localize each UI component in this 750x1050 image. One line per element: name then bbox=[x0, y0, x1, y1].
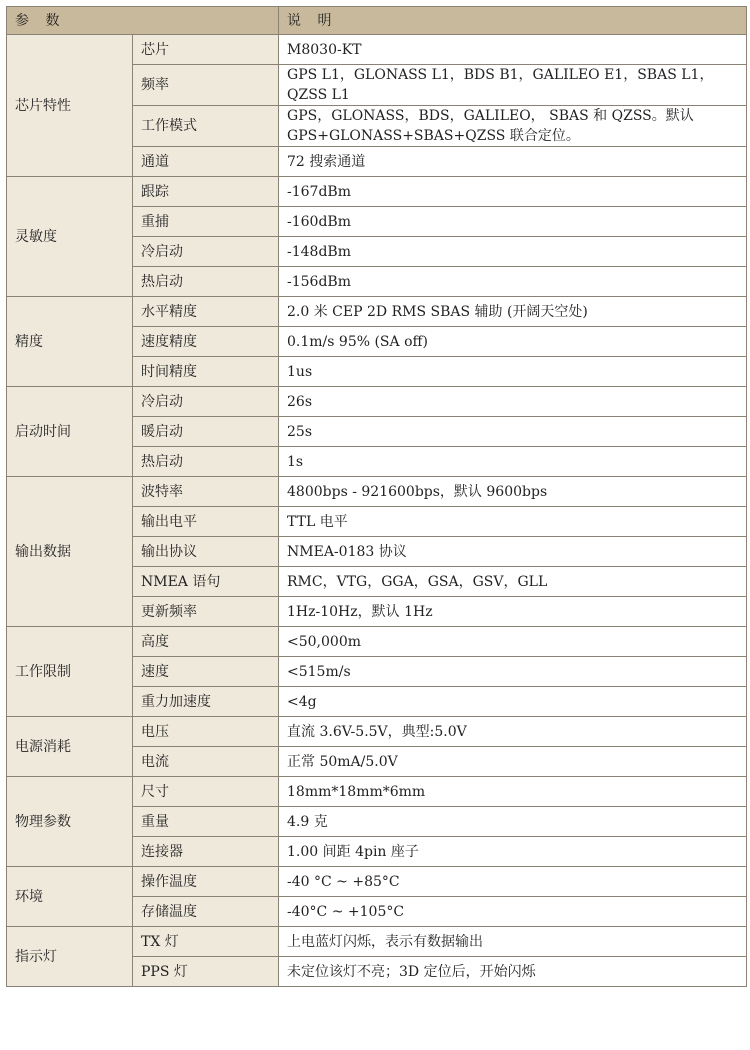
table-row bbox=[7, 177, 747, 207]
group-label: 指示灯 bbox=[7, 927, 133, 987]
param-value: -156dBm bbox=[279, 267, 747, 297]
param-label: 更新频率 bbox=[133, 597, 279, 627]
param-label: 速度精度 bbox=[133, 327, 279, 357]
table-row bbox=[7, 297, 747, 327]
param-value: 1s bbox=[279, 447, 747, 477]
param-label: 输出协议 bbox=[133, 537, 279, 567]
table-row bbox=[7, 627, 747, 657]
param-label: 通道 bbox=[133, 147, 279, 177]
param-label: 电压 bbox=[133, 717, 279, 747]
param-value: 1us bbox=[279, 357, 747, 387]
param-label: 时间精度 bbox=[133, 357, 279, 387]
table-row bbox=[7, 477, 747, 507]
param-label: NMEA 语句 bbox=[133, 567, 279, 597]
param-value: GPS L1，GLONASS L1，BDS B1，GALILEO E1，SBAS L1，QZSS L1 bbox=[279, 65, 747, 106]
param-value: 26s bbox=[279, 387, 747, 417]
param-label: 水平精度 bbox=[133, 297, 279, 327]
group-label: 输出数据 bbox=[7, 477, 133, 627]
param-label: 芯片 bbox=[133, 35, 279, 65]
param-value: -40 °C ~ +85°C bbox=[279, 867, 747, 897]
param-value: RMC，VTG，GGA，GSA，GSV，GLL bbox=[279, 567, 747, 597]
param-label: 冷启动 bbox=[133, 237, 279, 267]
param-value: M8030-KT bbox=[279, 35, 747, 65]
param-value: 4800bps - 921600bps，默认 9600bps bbox=[279, 477, 747, 507]
param-value: 1.00 间距 4pin 座子 bbox=[279, 837, 747, 867]
group-label: 启动时间 bbox=[7, 387, 133, 477]
table-row bbox=[7, 927, 747, 957]
table-row bbox=[7, 867, 747, 897]
param-value: 上电蓝灯闪烁，表示有数据输出 bbox=[279, 927, 747, 957]
param-label: 暖启动 bbox=[133, 417, 279, 447]
group-label: 物理参数 bbox=[7, 777, 133, 867]
param-label: 操作温度 bbox=[133, 867, 279, 897]
param-label: 波特率 bbox=[133, 477, 279, 507]
param-label: 重捕 bbox=[133, 207, 279, 237]
table-row bbox=[7, 387, 747, 417]
param-label: 存储温度 bbox=[133, 897, 279, 927]
param-label: TX 灯 bbox=[133, 927, 279, 957]
param-value: 正常 50mA/5.0V bbox=[279, 747, 747, 777]
group-label: 环境 bbox=[7, 867, 133, 927]
param-value: 0.1m/s 95% (SA off) bbox=[279, 327, 747, 357]
header-row bbox=[7, 7, 747, 35]
param-value: <4g bbox=[279, 687, 747, 717]
group-label: 灵敏度 bbox=[7, 177, 133, 297]
param-value: -148dBm bbox=[279, 237, 747, 267]
param-label: 冷启动 bbox=[133, 387, 279, 417]
param-value: 18mm*18mm*6mm bbox=[279, 777, 747, 807]
param-value: 2.0 米 CEP 2D RMS SBAS 辅助 (开阔天空处) bbox=[279, 297, 747, 327]
param-value: 直流 3.6V-5.5V，典型:5.0V bbox=[279, 717, 747, 747]
param-label: 速度 bbox=[133, 657, 279, 687]
param-value: 4.9 克 bbox=[279, 807, 747, 837]
param-label: 输出电平 bbox=[133, 507, 279, 537]
param-label: PPS 灯 bbox=[133, 957, 279, 987]
param-label: 跟踪 bbox=[133, 177, 279, 207]
param-value: GPS，GLONASS，BDS，GALILEO， SBAS 和 QZSS。默认 GPS+GLONASS+SBAS+QZSS 联合定位。 bbox=[279, 106, 747, 147]
spec-table bbox=[6, 6, 747, 987]
param-label: 热启动 bbox=[133, 267, 279, 297]
param-label: 尺寸 bbox=[133, 777, 279, 807]
group-label: 工作限制 bbox=[7, 627, 133, 717]
param-label: 高度 bbox=[133, 627, 279, 657]
table-header bbox=[7, 7, 747, 35]
param-value: NMEA-0183 协议 bbox=[279, 537, 747, 567]
param-value: -40°C ~ +105°C bbox=[279, 897, 747, 927]
param-value: 1Hz-10Hz，默认 1Hz bbox=[279, 597, 747, 627]
group-label: 电源消耗 bbox=[7, 717, 133, 777]
param-value: 72 搜索通道 bbox=[279, 147, 747, 177]
param-label: 工作模式 bbox=[133, 106, 279, 147]
header-desc: 说 明 bbox=[279, 7, 747, 35]
param-label: 重量 bbox=[133, 807, 279, 837]
param-value: 未定位该灯不亮；3D 定位后，开始闪烁 bbox=[279, 957, 747, 987]
param-value: 25s bbox=[279, 417, 747, 447]
header-param: 参 数 bbox=[7, 7, 279, 35]
param-label: 重力加速度 bbox=[133, 687, 279, 717]
table-row bbox=[7, 717, 747, 747]
param-value: -167dBm bbox=[279, 177, 747, 207]
param-label: 频率 bbox=[133, 65, 279, 106]
param-value: TTL 电平 bbox=[279, 507, 747, 537]
param-label: 连接器 bbox=[133, 837, 279, 867]
table-body bbox=[7, 35, 747, 987]
param-value: <50,000m bbox=[279, 627, 747, 657]
param-value: <515m/s bbox=[279, 657, 747, 687]
group-label: 芯片特性 bbox=[7, 35, 133, 177]
table-row bbox=[7, 777, 747, 807]
group-label: 精度 bbox=[7, 297, 133, 387]
param-label: 电流 bbox=[133, 747, 279, 777]
param-label: 热启动 bbox=[133, 447, 279, 477]
table-row bbox=[7, 35, 747, 65]
param-value: -160dBm bbox=[279, 207, 747, 237]
